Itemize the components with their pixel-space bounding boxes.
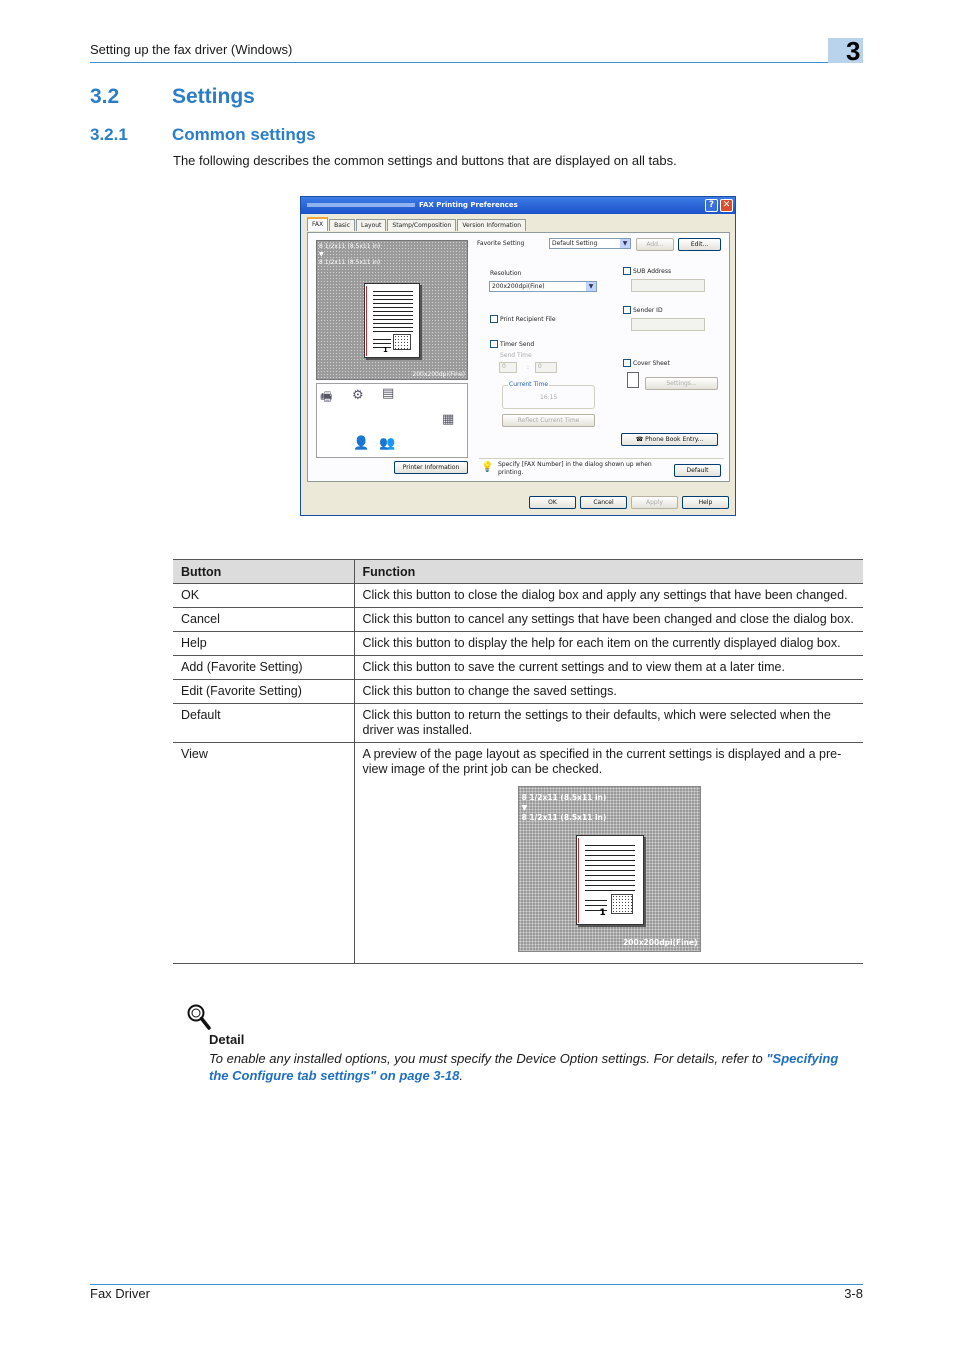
sub-address-label: SUB Address [633, 268, 672, 275]
resolution-value: 200x200dpi(Fine) [492, 283, 545, 290]
preview-arrow: ▼ [319, 251, 324, 258]
column-header-function: Function [354, 560, 863, 584]
table-row [173, 656, 863, 680]
tab-basic[interactable]: Basic [329, 219, 355, 231]
device-icons-area [316, 383, 468, 458]
table-row [173, 704, 863, 743]
tab-layout[interactable]: Layout [356, 219, 386, 231]
cancel-button[interactable]: Cancel [580, 496, 627, 509]
printer-information-button[interactable]: Printer Information [394, 461, 468, 474]
close-icon[interactable]: ✕ [720, 199, 733, 212]
table-row [173, 608, 863, 632]
timer-send-label: Timer Send [500, 341, 535, 348]
reflect-current-time-button[interactable]: Reflect Current Time [502, 414, 595, 427]
button-name: Edit (Favorite Setting) [173, 680, 354, 704]
magnifier-icon [186, 1003, 212, 1031]
tab-version-information[interactable]: Version Information [457, 219, 526, 231]
lightbulb-icon: 💡 [481, 462, 494, 473]
page-number: 3-8 [844, 1286, 863, 1301]
view-preview-page [576, 835, 644, 925]
current-time-value: 16:15 [540, 394, 558, 401]
chevron-down-icon: ▼ [586, 282, 596, 291]
button-name: OK [173, 584, 354, 608]
section-title: Settings [172, 85, 255, 108]
dialog-help-button[interactable]: Help [682, 496, 729, 509]
cover-sheet-settings-button[interactable]: Settings... [645, 377, 718, 390]
detail-heading: Detail [209, 1032, 245, 1047]
phone-icon: ☎ [635, 436, 646, 443]
dialog-title-bar [301, 197, 735, 214]
fax-printing-preferences-dialog [300, 196, 736, 516]
column-header-button: Button [173, 560, 354, 584]
button-function: Click this button to change the saved settings. [354, 680, 863, 704]
print-recipient-file-checkbox[interactable] [490, 315, 498, 323]
add-favorite-button[interactable]: Add... [636, 238, 674, 251]
button-function-table [173, 559, 863, 964]
footer-title: Fax Driver [90, 1286, 150, 1301]
favorite-setting-value: Default Setting [552, 240, 598, 247]
button-name: Help [173, 632, 354, 656]
sender-id-field[interactable] [631, 318, 705, 331]
print-recipient-file-label: Print Recipient File [500, 316, 556, 323]
chapter-number: 3 [846, 36, 861, 66]
button-name: Add (Favorite Setting) [173, 656, 354, 680]
subsection-number: 3.2.1 [90, 125, 128, 144]
preview-resolution: 200x200dpi(Fine) [412, 371, 465, 378]
sub-address-checkbox[interactable] [623, 267, 631, 275]
phone-book-entry-button[interactable] [621, 433, 718, 446]
chevron-down-icon: ▼ [620, 239, 630, 248]
default-button[interactable]: Default [674, 464, 721, 477]
view-output-size: 8 1/2x11 (8.5x11 in) [521, 813, 607, 822]
finisher-icon: ⚙ [352, 388, 364, 403]
button-function: Click this button to save the current settings and to view them at a later time. [354, 656, 863, 680]
view-preview-image [518, 786, 701, 952]
preview-original-size: 8 1/2x11 (8.5x11 in) [319, 243, 381, 250]
favorite-setting-select[interactable] [549, 238, 631, 249]
time-separator: : [527, 364, 530, 371]
tray-icon: ▤ [382, 386, 395, 401]
view-arrow: ▼ [521, 803, 528, 812]
cover-sheet-icon [627, 372, 639, 388]
table-row [173, 680, 863, 704]
tab-strip [307, 219, 527, 232]
table-header-row [173, 560, 863, 584]
subsection-title: Common settings [172, 125, 316, 144]
sender-id-label: Sender ID [633, 307, 663, 314]
view-resolution: 200x200dpi(Fine) [623, 938, 698, 947]
button-function: Click this button to return the settings to their defaults, which were selected when the driver was installed. [354, 704, 863, 743]
resolution-label: Resolution [490, 270, 522, 277]
detail-text-after: . [459, 1068, 463, 1083]
header-rule [90, 62, 863, 63]
button-name: Cancel [173, 608, 354, 632]
intro-paragraph: The following describes the common settings and buttons that are displayed on all tabs. [173, 153, 677, 168]
button-function: Click this button to display the help for each item on the currently displayed dialog box. [354, 632, 863, 656]
table-row [173, 632, 863, 656]
phone-book-entry-label: Phone Book Entry... [645, 436, 704, 443]
preview-output-size: 8 1/2x11 (8.5x11 in) [319, 259, 381, 266]
table-row [173, 743, 863, 964]
view-original-size: 8 1/2x11 (8.5x11 in) [521, 793, 607, 802]
fax-number-hint: Specify [FAX Number] in the dialog shown up when printing. [498, 461, 652, 476]
account-icon: 👥 [379, 436, 396, 451]
fax-tab-panel [307, 232, 730, 482]
button-function: Click this button to cancel any settings that have been changed and close the dialog box. [354, 608, 863, 632]
tab-fax[interactable]: FAX [307, 217, 328, 231]
table-row [173, 584, 863, 608]
detail-text [209, 1050, 859, 1084]
cover-sheet-checkbox[interactable] [623, 359, 631, 367]
section-number: 3.2 [90, 85, 120, 108]
page-preview [316, 240, 468, 380]
printer-icon: 🖷 [320, 390, 333, 405]
detail-text-before: To enable any installed options, you must specify the Device Option settings. For details, refer to [209, 1051, 767, 1066]
send-minute-field[interactable]: 0 [535, 362, 557, 373]
dialog-title: FAX Printing Preferences [419, 201, 518, 209]
footer-rule [90, 1284, 863, 1285]
send-time-label: Send Time [500, 352, 532, 359]
apply-button[interactable]: Apply [631, 496, 678, 509]
button-name: View [173, 743, 354, 964]
current-time-label: Current Time [509, 381, 549, 388]
sub-address-field[interactable] [631, 279, 705, 292]
brand-logo [307, 203, 415, 207]
resolution-select[interactable] [489, 281, 597, 292]
cover-sheet-label: Cover Sheet [633, 360, 670, 367]
button-function: A preview of the page layout as specified in the current settings is displayed and a pre-view image of the print job can be checked. [362, 747, 842, 776]
ok-button[interactable]: OK [529, 496, 576, 509]
memory-icon: ▦ [442, 412, 455, 427]
send-hour-field[interactable]: 0 [499, 362, 517, 373]
running-header: Setting up the fax driver (Windows) [90, 42, 293, 57]
favorite-setting-label: Favorite Setting [477, 240, 525, 247]
view-function-cell [354, 743, 863, 964]
edit-favorite-button[interactable]: Edit... [678, 238, 721, 251]
view-page-number: 1 [599, 908, 606, 918]
button-function: Click this button to close the dialog box and apply any settings that have been changed. [354, 584, 863, 608]
sender-id-checkbox[interactable] [623, 306, 631, 314]
tab-stamp-composition[interactable]: Stamp/Composition [387, 219, 456, 231]
preview-page-number: 1 [383, 346, 388, 354]
configure-tab-link[interactable]: "Specifying the Configure tab settings" on page 3-18 [209, 1051, 839, 1083]
timer-send-checkbox[interactable] [490, 340, 498, 348]
user-icon: 👤 [353, 436, 370, 451]
button-name: Default [173, 704, 354, 743]
preview-page [364, 283, 420, 358]
help-icon[interactable]: ? [705, 199, 718, 212]
